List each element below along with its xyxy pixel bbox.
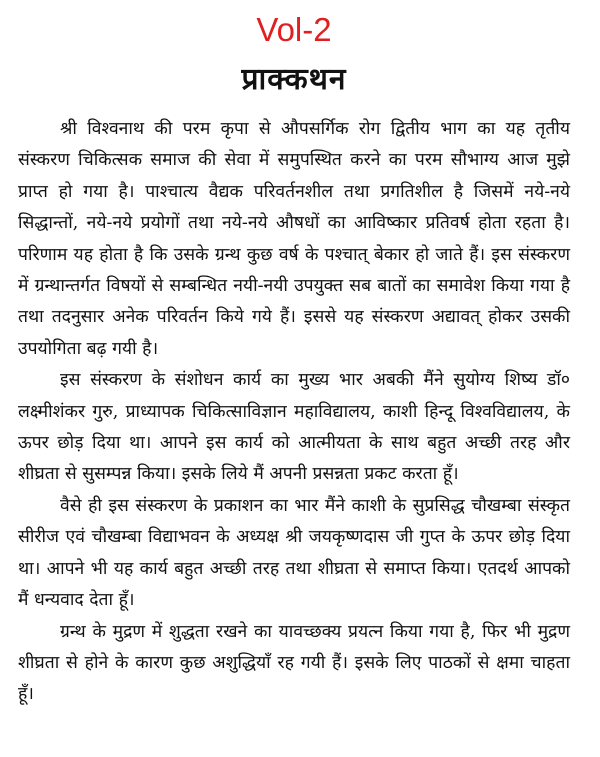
body-text: [18, 114, 570, 711]
paragraph-publication: वैसे ही इस संस्करण के प्रकाशन का भार मैंने काशी के सुप्रसिद्ध चौखम्बा संस्कृत सीरीज एवं चौखम्बा विद्याभवन के अध्यक्ष श्री जयकृष्णदास जी गुप्त के ऊपर छोड़ दिया था। आपने भी यह कार्य बहुत अच्छी तरह तथा शीघ्रता से समाप्त किया। एतदर्थ आपको मैं धन्यवाद देता हूँ।: [18, 495, 570, 611]
volume-label: Vol-2: [256, 11, 332, 48]
paragraph-apology: ग्रन्थ के मुद्रण में शुद्धता रखने का यावच्छक्य प्रयत्न किया गया है, फिर भी मुद्रण शीघ्रता से होने के कारण कुछ अशुद्धियाँ रह गयी हैं। इसके लिए पाठकों से क्षमा चाहता हूँ।: [18, 621, 570, 705]
paragraph-revision: इस संस्करण के संशोधन कार्य का मुख्य भार अबकी मैंने सुयोग्य शिष्य डॉ० लक्ष्मीशंकर गुरु, प्राध्यापक चिकित्साविज्ञान महाविद्यालय, काशी हिन्दू विश्वविद्यालय, के ऊपर छोड़ दिया था। आपने इस कार्य को आत्मीयता के साथ बहुत अच्छी तरह और शीघ्रता से सुसम्पन्न किया। इसके लिये मैं अपनी प्रसन्नता प्रकट करता हूँ।: [18, 370, 570, 485]
page-title: प्राक्कथन: [241, 62, 347, 97]
paragraph-intro: श्री विश्वनाथ की परम कृपा से औपसर्गिक रोग द्वितीय भाग का यह तृतीय संस्करण चिकित्सक समाज की सेवा में समुपस्थित करने का परम सौभाग्य आज मुझे प्राप्त हो गया है। पाश्चात्य वैद्यक परिवर्तनशील तथा प्रगतिशील है जिसमें नये-नये सिद्धान्तों, नये-नये प्रयोगों तथा नये-नये औषधों का आविष्कार प्रतिवर्ष होता रहता है। परिणाम यह होता है कि उसके ग्रन्थ कुछ वर्ष के पश्चात् बेकार हो जाते हैं। इस संस्करण में ग्रन्थान्तर्गत विषयों से सम्बन्धित नयी-नयी उपयुक्त सब बातों का समावेश किया गया है तथा तदनुसार अनेक परिवर्तन किये गये हैं। इससे यह संस्करण अद्यावत् होकर उसकी उपयोगिता बढ़ गयी है।: [18, 119, 570, 359]
